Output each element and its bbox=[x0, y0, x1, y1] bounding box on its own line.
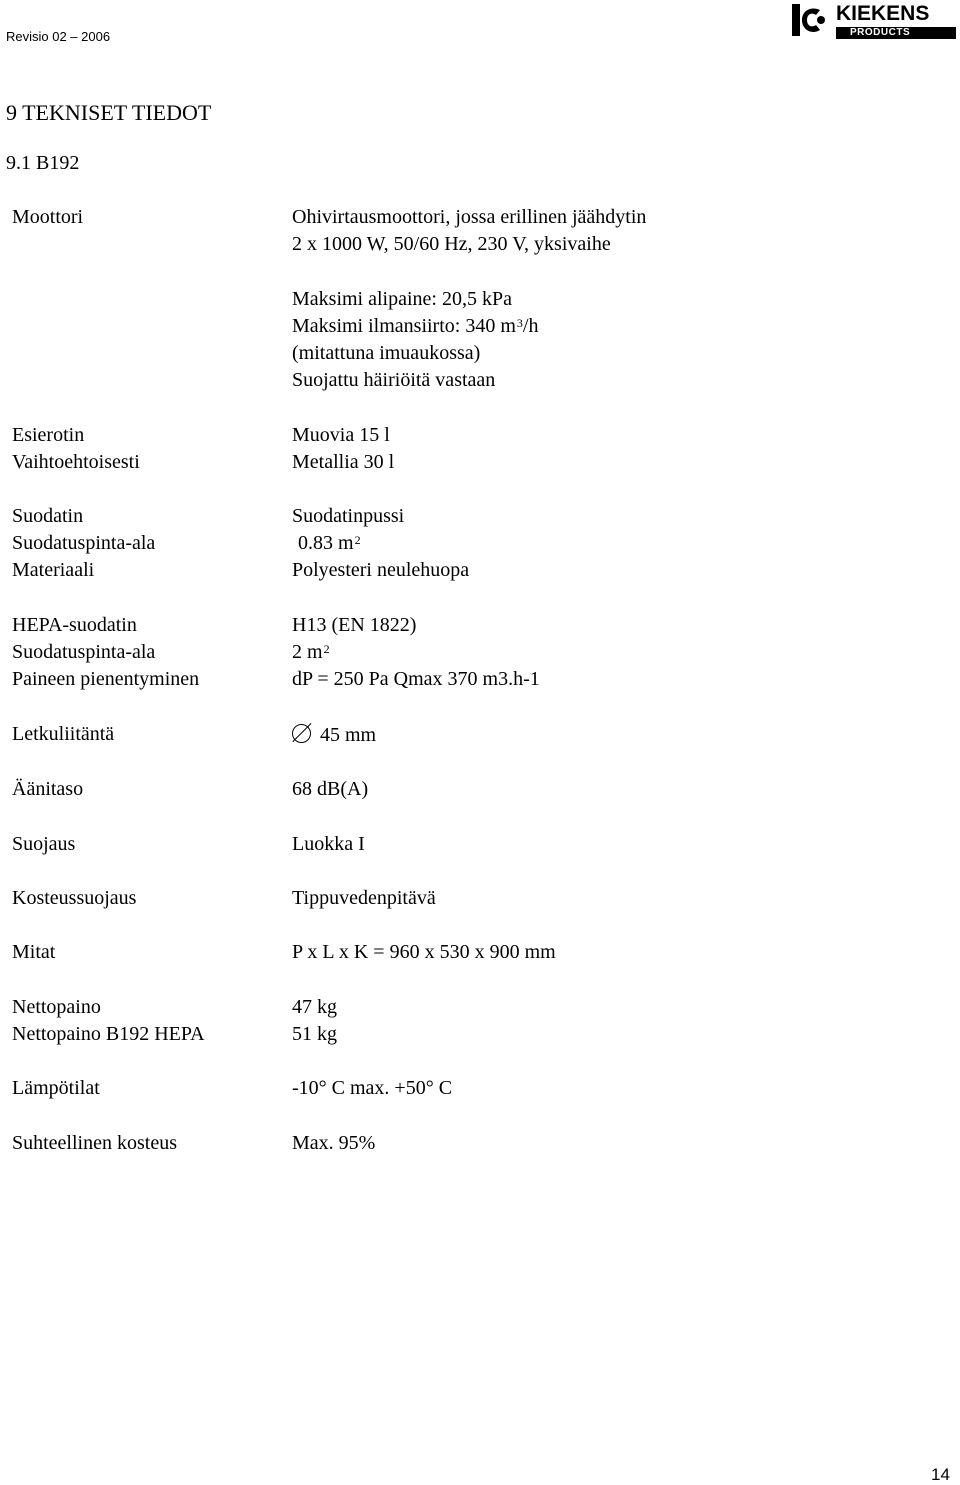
moottori-line2: 2 x 1000 W, 50/60 Hz, 230 V, yksivaihe bbox=[292, 233, 611, 255]
letkuliitanta-label: Letkuliitäntä bbox=[12, 723, 115, 745]
kosteussuojaus-value: Tippuvedenpitävä bbox=[292, 887, 436, 909]
esierotin-value: Muovia 15 l bbox=[292, 424, 390, 446]
esierotin-label: Esierotin bbox=[12, 424, 85, 446]
ilmansiirto-unit: /h bbox=[522, 315, 539, 337]
ilmansiirto-text: Maksimi ilmansiirto: 340 m bbox=[292, 315, 516, 337]
suojattu-value: Suojattu häiriöitä vastaan bbox=[292, 369, 496, 391]
hepa-suodatuspinta-text: 2 m bbox=[292, 641, 323, 663]
hepa-suodatuspinta-sup: 2 bbox=[323, 642, 330, 656]
kiekens-logo bbox=[786, 0, 958, 42]
ilmansiirto-sup: 3 bbox=[516, 316, 523, 330]
mitat-label: Mitat bbox=[12, 941, 56, 963]
vaihtoehtoisesti-label: Vaihtoehtoisesti bbox=[12, 451, 140, 473]
hepa-suodatuspinta-label: Suodatuspinta-ala bbox=[12, 641, 156, 663]
lampotilat-label: Lämpötilat bbox=[12, 1077, 100, 1099]
suodatuspinta-text: 0.83 m bbox=[298, 532, 354, 554]
alipaine-value: Maksimi alipaine: 20,5 kPa bbox=[292, 288, 512, 310]
revision-header: Revisio 02 – 2006 bbox=[6, 29, 111, 44]
nettopaino-hepa-label: Nettopaino B192 HEPA bbox=[12, 1023, 205, 1045]
kosteussuojaus-label: Kosteussuojaus bbox=[12, 887, 137, 909]
aanitaso-label: Äänitaso bbox=[12, 778, 84, 800]
suhteellinen-kosteus-label: Suhteellinen kosteus bbox=[12, 1132, 177, 1154]
vaihtoehtoisesti-value: Metallia 30 l bbox=[292, 451, 395, 473]
nettopaino-hepa-value: 51 kg bbox=[292, 1023, 337, 1045]
hepa-value: H13 (EN 1822) bbox=[292, 614, 417, 636]
section-title: 9.1 B192 bbox=[6, 152, 80, 174]
logo-text: KIEKENS bbox=[836, 2, 930, 25]
paine-value: dP = 250 Pa Qmax 370 m3.h-1 bbox=[292, 668, 540, 690]
logo-subtext: PRODUCTS bbox=[850, 27, 911, 38]
paine-label: Paineen pienentyminen bbox=[12, 668, 200, 690]
suodatin-value: Suodatinpussi bbox=[292, 505, 405, 527]
moottori-label: Moottori bbox=[12, 206, 84, 228]
letkuliitanta-text: 45 mm bbox=[320, 724, 377, 746]
kiekens-logo-icon bbox=[786, 0, 832, 42]
page-number: 14 bbox=[931, 1465, 950, 1484]
materiaali-label: Materiaali bbox=[12, 559, 95, 581]
mitat-value: P x L x K = 960 x 530 x 900 mm bbox=[292, 941, 556, 963]
nettopaino-label: Nettopaino bbox=[12, 996, 101, 1018]
suodatuspinta-value bbox=[298, 531, 361, 555]
ilmansiirto-value bbox=[292, 314, 538, 338]
mitattuna-value: (mitattuna imuaukossa) bbox=[292, 342, 481, 364]
materiaali-value: Polyesteri neulehuopa bbox=[292, 559, 470, 581]
aanitaso-value: 68 dB(A) bbox=[292, 778, 369, 800]
lampotilat-value: -10° C max. +50° C bbox=[292, 1077, 453, 1099]
moottori-line1: Ohivirtausmoottori, jossa erillinen jäähdytin bbox=[292, 206, 647, 228]
hepa-label: HEPA-suodatin bbox=[12, 614, 137, 636]
suojaus-label: Suojaus bbox=[12, 833, 76, 855]
letkuliitanta-value bbox=[292, 723, 376, 747]
nettopaino-value: 47 kg bbox=[292, 996, 337, 1018]
page-title: 9 TEKNISET TIEDOT bbox=[6, 100, 212, 125]
hepa-suodatuspinta-value bbox=[292, 640, 330, 664]
suodatuspinta-sup: 2 bbox=[354, 533, 361, 547]
suojaus-value: Luokka I bbox=[292, 833, 365, 855]
suodatuspinta-label: Suodatuspinta-ala bbox=[12, 532, 156, 554]
diameter-icon bbox=[292, 724, 311, 743]
suodatin-label: Suodatin bbox=[12, 505, 84, 527]
suhteellinen-kosteus-value: Max. 95% bbox=[292, 1132, 376, 1154]
